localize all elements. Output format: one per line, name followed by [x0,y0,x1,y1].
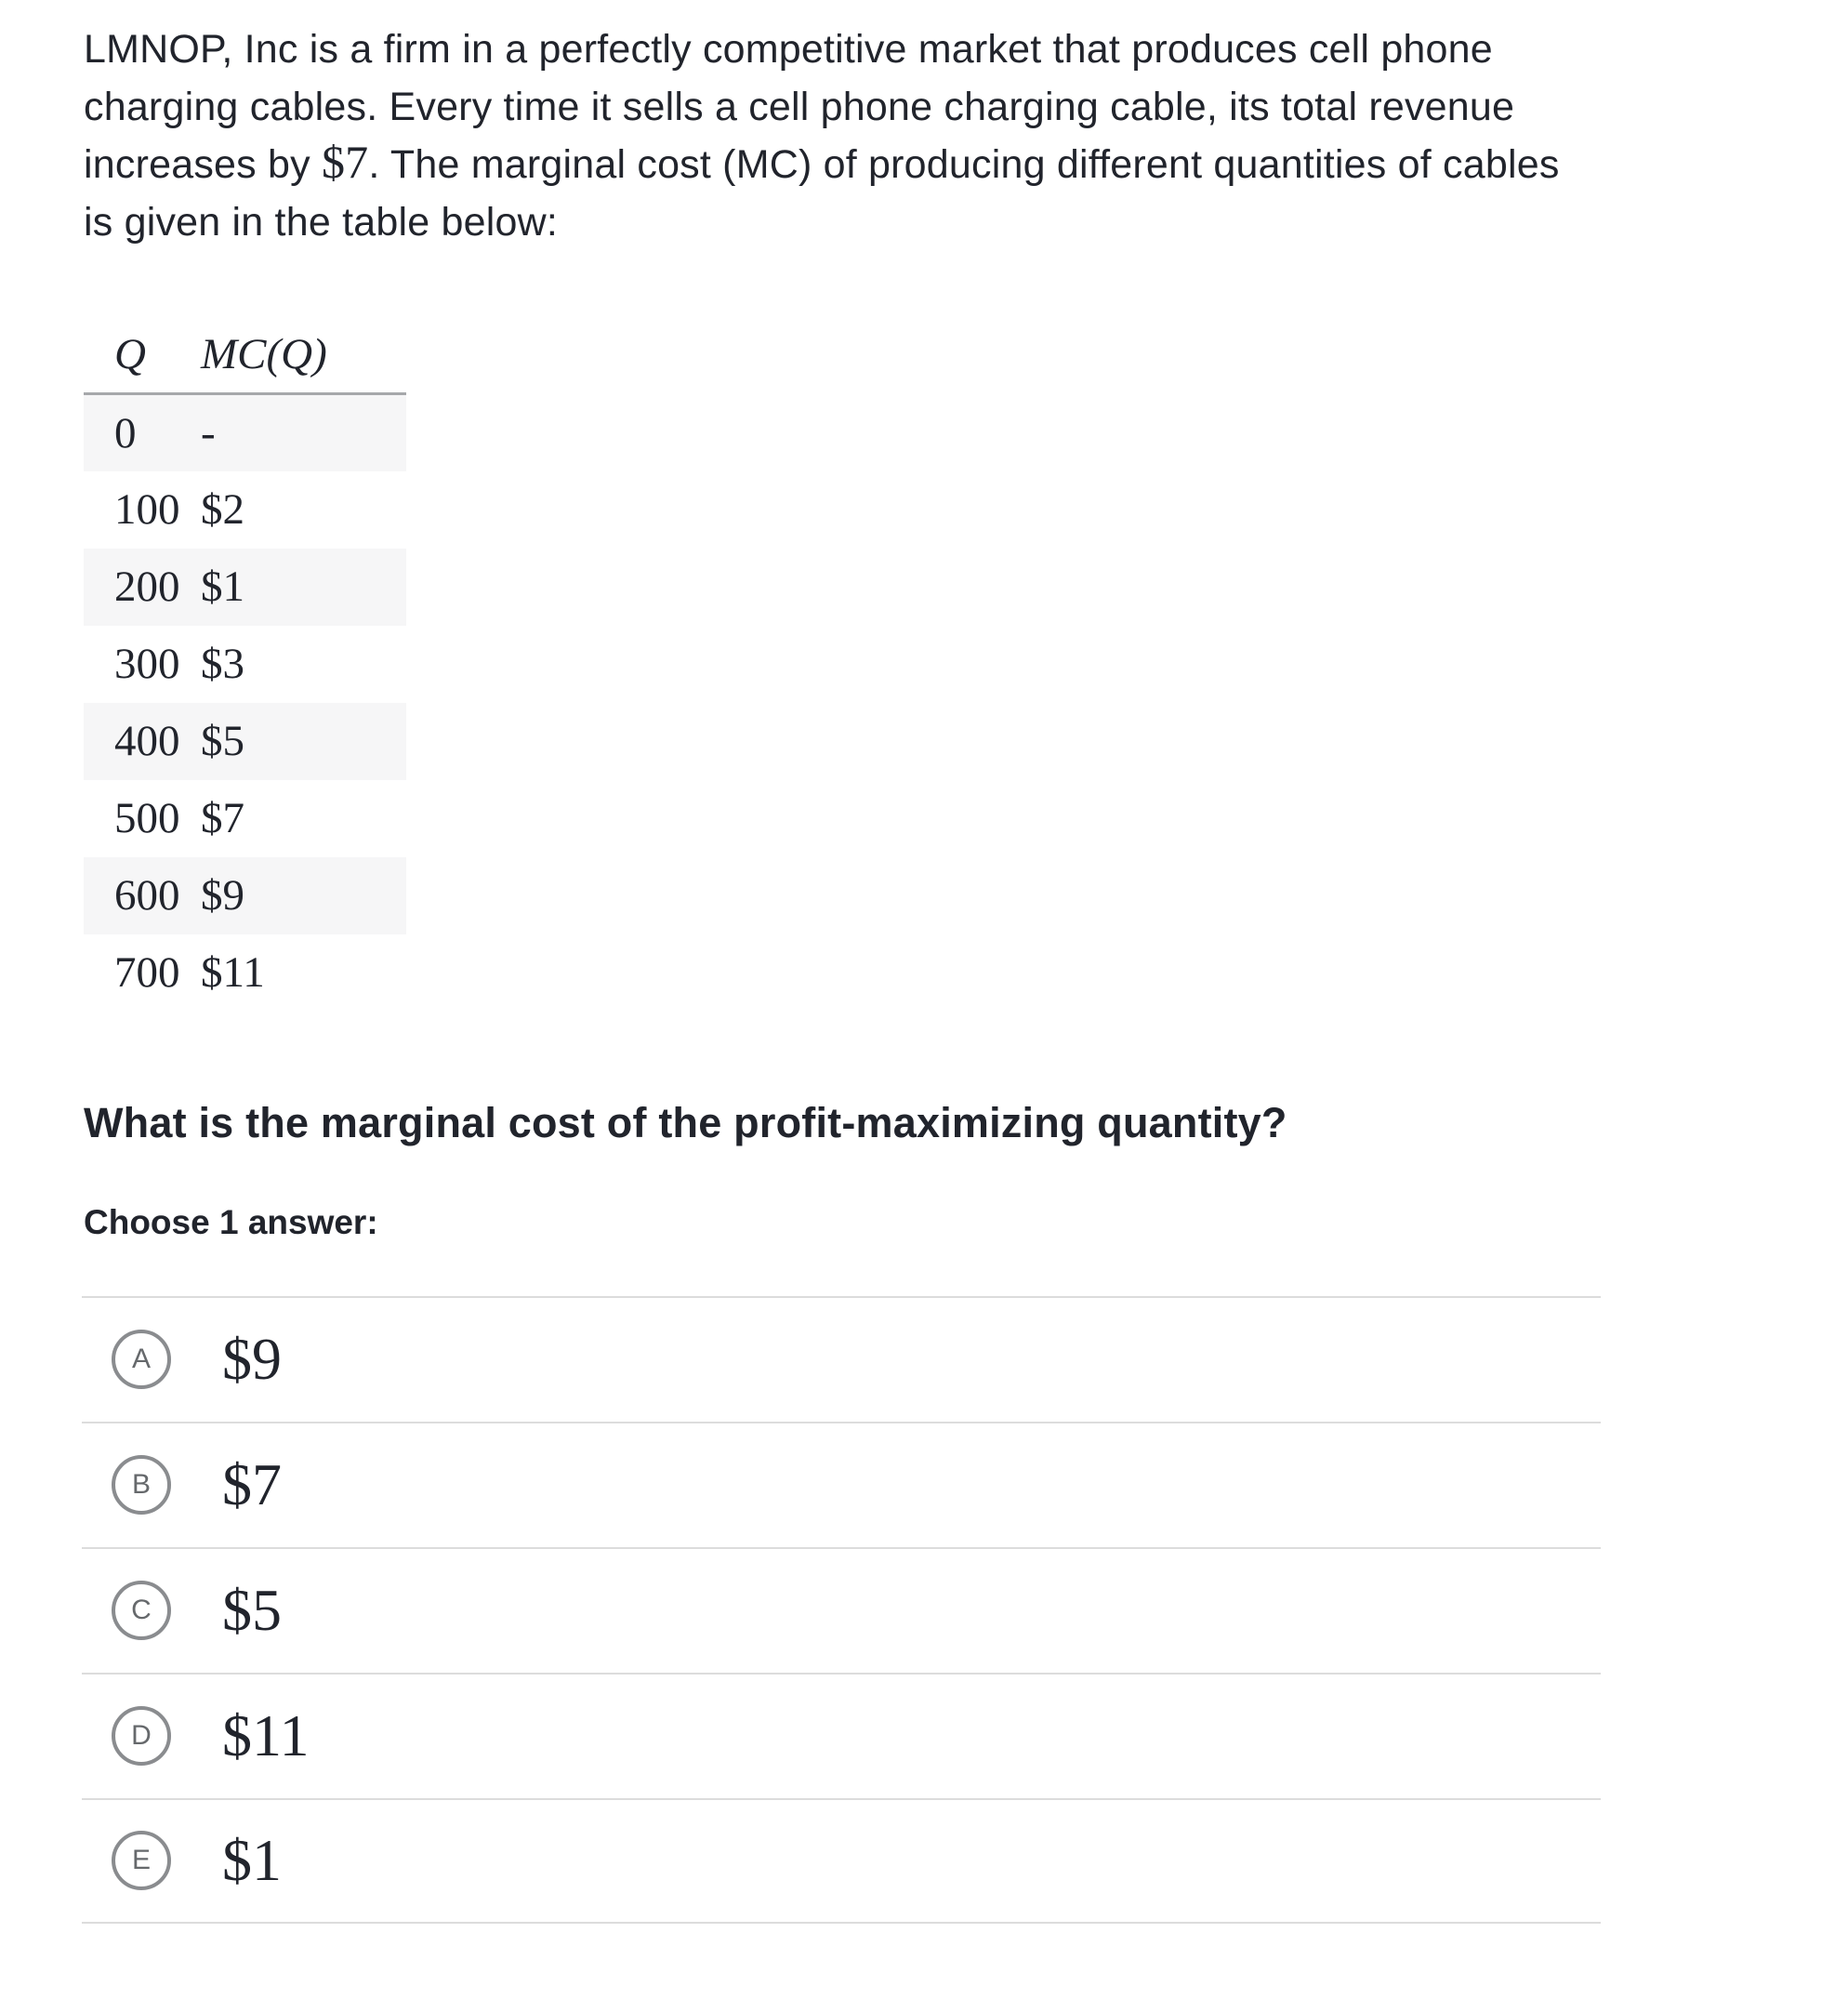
problem-statement [84,20,1585,251]
radio-circle-c[interactable] [112,1581,171,1640]
problem-math-price: $7 [321,136,369,188]
table-cell-mc: $1 [201,563,244,611]
option-value-e: $1 [222,1827,282,1893]
table-cell-mc: $2 [201,485,244,534]
table-cell-mc: $5 [201,717,244,765]
option-letter-b: B [131,1469,151,1500]
answer-option-e[interactable] [82,1798,1601,1924]
table-row [84,703,406,780]
answer-option-c[interactable] [82,1547,1601,1673]
answer-option-b[interactable] [82,1422,1601,1547]
radio-circle-b[interactable] [112,1455,171,1515]
problem-text-part1: LMNOP, Inc is a firm in a perfectly competitive market that produces cell phone charging cables. Every time it sells a cell phone charging cable, its total revenue increases by [84,27,1515,187]
table-cell-quantity: 100 [114,485,180,534]
table-header-row [84,329,406,394]
table-row [84,549,406,626]
choose-answer-label: Choose 1 answer: [84,1202,378,1241]
answer-options-list [82,1296,1601,1924]
table-cell-mc: $11 [201,948,265,997]
table-row [84,780,406,857]
table-cell-mc: $3 [201,640,244,688]
question-title: What is the marginal cost of the profit-maximizing quantity? [84,1098,1287,1146]
table-row [84,934,406,1012]
option-value-d: $11 [222,1702,310,1768]
table-row [84,394,406,471]
table-cell-mc: $7 [201,794,244,842]
table-row [84,471,406,549]
radio-circle-a[interactable] [112,1330,171,1389]
table-cell-mc: - [201,408,216,457]
answer-option-a[interactable] [82,1296,1601,1422]
table-header-mc: MC(Q) [201,329,406,394]
option-letter-c: C [131,1595,152,1625]
table-cell-quantity: 500 [114,794,180,842]
radio-circle-e[interactable] [112,1831,171,1890]
table-cell-quantity: 0 [114,408,137,457]
table-cell-quantity: 700 [114,948,180,997]
table-cell-quantity: 600 [114,871,180,920]
option-value-b: $7 [222,1451,282,1517]
option-letter-d: D [131,1720,152,1751]
option-value-c: $5 [222,1577,282,1643]
table-cell-quantity: 400 [114,717,180,765]
answer-option-d[interactable] [82,1673,1601,1798]
table-header-quantity: Q [84,329,201,394]
problem-text-part2: . The marginal cost (MC) of producing different quantities of cables is given in the table below: [84,142,1560,245]
table-row [84,857,406,934]
marginal-cost-table [84,329,406,1012]
table-row [84,626,406,703]
option-value-a: $9 [222,1326,282,1392]
option-letter-a: A [131,1344,151,1374]
table-cell-quantity: 300 [114,640,180,688]
table-cell-quantity: 200 [114,563,180,611]
radio-circle-d[interactable] [112,1706,171,1766]
table-cell-mc: $9 [201,871,244,920]
option-letter-e: E [131,1845,151,1875]
